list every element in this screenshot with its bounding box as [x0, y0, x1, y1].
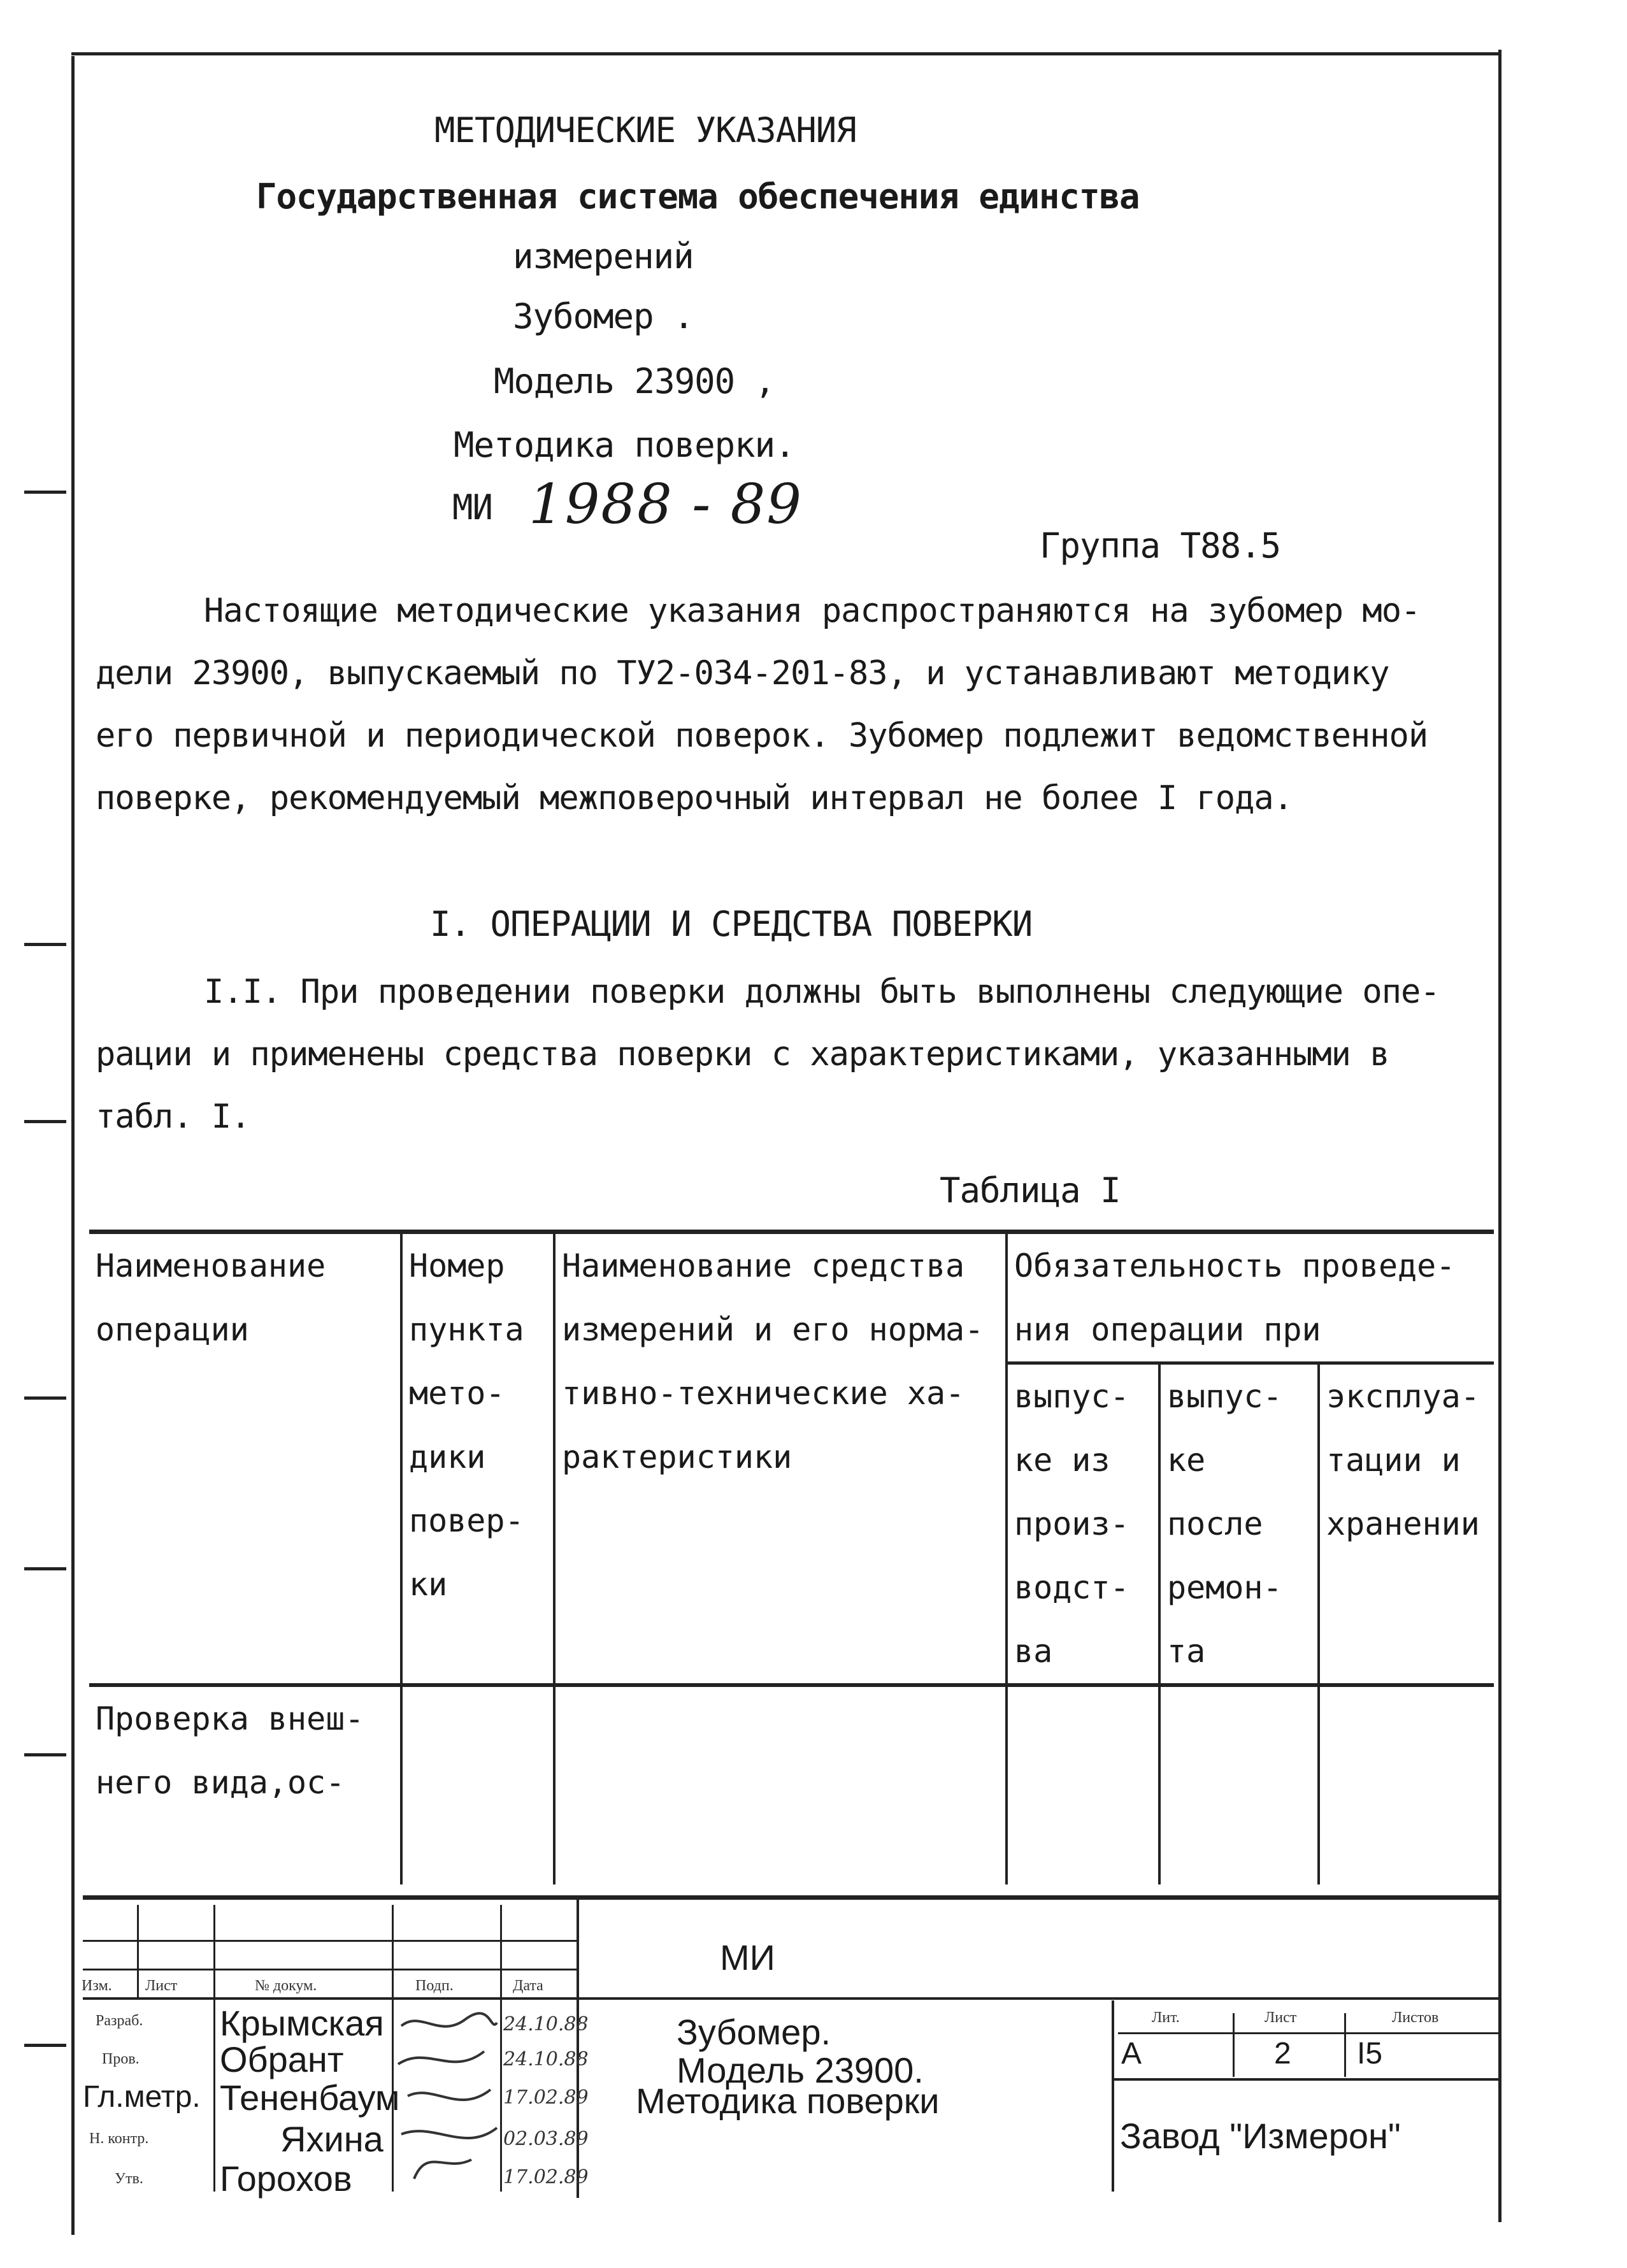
col-label-doc-number: № докум. [255, 1977, 317, 1994]
table-cell-operation: Проверка внеш- него вида,ос- [89, 1685, 401, 1884]
lit-label: Лит. [1152, 2009, 1180, 2026]
col-header-obligation: Обязательность проведе- ния операции при [1007, 1232, 1494, 1363]
organization-name: Завод "Измерон" [1120, 2116, 1401, 2156]
col-label-date: Дата [513, 1977, 543, 1994]
title-block-divider [1112, 2000, 1114, 2192]
date-checker: 24.10.88 [503, 2048, 589, 2071]
section-line: рации и применены средства поверки с характеристиками, указанными в [96, 1035, 1389, 1073]
grid-line [213, 1905, 215, 2192]
date-chief-metrologist: 17.02.89 [503, 2086, 589, 2109]
doc-title-line-3: Зубомер . [513, 296, 694, 336]
name-developer: Крымская [220, 2003, 384, 2043]
product-line-3: Методика поверки [636, 2081, 940, 2121]
table-cell-operation-mode [1319, 1685, 1494, 1884]
table-caption: Таблица I [940, 1170, 1121, 1210]
title-block-doc-code: МИ [720, 1937, 775, 1977]
name-checker: Обрант [220, 2039, 344, 2079]
role-chief-metrologist: Гл.метр. [83, 2080, 201, 2114]
role-developer: Разраб. [96, 2013, 143, 2029]
intro-line: его первичной и периодической поверок. Зубомер подлежит ведомственной [96, 717, 1428, 755]
grid-line [1344, 2013, 1346, 2077]
doc-title-line-4: Модель 23900 , [494, 361, 775, 401]
frame-left-border [71, 56, 75, 2235]
date-approver: 17.02.89 [503, 2166, 589, 2188]
sheet-label: Лист [1265, 2009, 1297, 2026]
sheets-label: Листов [1392, 2009, 1439, 2026]
grid-line [1118, 2032, 1499, 2034]
sheet-value: 2 [1274, 2037, 1291, 2071]
name-norm-control: Яхина [280, 2119, 383, 2159]
name-approver: Горохов [220, 2158, 352, 2199]
date-developer: 24.10.88 [503, 2013, 589, 2035]
table-cell-release [1007, 1685, 1159, 1884]
margin-tick [24, 943, 66, 946]
mi-number-handwritten: 1988 - 89 [529, 473, 803, 536]
group-code: Группа Т88.5 [1040, 526, 1281, 566]
title-block-mid-border [83, 1997, 1500, 2000]
margin-tick [24, 2044, 66, 2047]
margin-tick [24, 1396, 66, 1400]
grid-line [83, 1969, 577, 1970]
subcol-operation: эксплуа- тации и хранении [1319, 1363, 1494, 1686]
col-header-item: Номер пункта мето- дики повер- ки [401, 1232, 554, 1686]
role-checker: Пров. [102, 2051, 140, 2067]
date-norm-control: 02.03.89 [503, 2128, 589, 2150]
grid-line [137, 1905, 139, 1997]
table-cell-after-repair [1159, 1685, 1319, 1884]
grid-line [1233, 2013, 1235, 2077]
title-block-top-border [83, 1895, 1500, 1900]
col-label-signature: Подп. [415, 1977, 454, 1994]
role-approver: Утв. [115, 2171, 143, 2187]
doc-type-heading: МЕТОДИЧЕСКИЕ УКАЗАНИЯ [434, 110, 856, 150]
margin-tick [24, 491, 66, 494]
col-label-sheet: Лист [145, 1977, 178, 1994]
section-line: табл. I. [96, 1098, 250, 1136]
section-paragraph [96, 961, 1472, 1148]
table-operations [89, 1230, 1494, 1884]
intro-paragraph [96, 580, 1472, 829]
intro-line: Настоящие методические указания распространяются на зубомер мо- [204, 592, 1421, 630]
subcol-release: выпус- ке из произ- водст- ва [1007, 1363, 1159, 1686]
col-label-change: Изм. [82, 1977, 112, 1994]
product-line-1: Зубомер. [677, 2012, 831, 2052]
name-chief-metrologist: Тененбаум [220, 2078, 400, 2118]
table-cell-means [554, 1685, 1007, 1884]
lit-value: А [1121, 2037, 1142, 2071]
intro-line: поверке, рекомендуемый межповерочный интервал не более I года. [96, 779, 1293, 817]
frame-top-border [71, 52, 1502, 55]
mi-prefix: МИ [452, 487, 493, 528]
doc-title-line-1: Государственная система обеспечения единства [256, 176, 1140, 217]
col-header-operation: Наименование операции [89, 1232, 401, 1686]
doc-title-line-2: измерений [513, 236, 694, 276]
margin-tick [24, 1567, 66, 1570]
margin-tick [24, 1120, 66, 1123]
col-header-means: Наименование средства измерений и его норма- тивно-технические ха- рактеристики [554, 1232, 1007, 1686]
section-line: I.I. При проведении поверки должны быть выполнены следующие опе- [204, 973, 1440, 1011]
margin-tick [24, 1753, 66, 1756]
subcol-after-repair: выпус- ке после ремон- та [1159, 1363, 1319, 1686]
sheets-value: I5 [1357, 2037, 1383, 2071]
doc-title-line-5: Методика поверки. [454, 425, 795, 465]
grid-line [392, 1905, 394, 2192]
signatures-scribble [395, 2007, 503, 2192]
section-heading: I. ОПЕРАЦИИ И СРЕДСТВА ПОВЕРКИ [430, 904, 1033, 944]
role-norm-control: Н. контр. [89, 2130, 149, 2147]
table-cell-item [401, 1685, 554, 1884]
product-line-2: Модель 23900. [677, 2050, 924, 2090]
grid-line [83, 1940, 577, 1942]
title-block-divider [1112, 2078, 1499, 2081]
intro-line: дели 23900, выпускаемый по ТУ2-034-201-83, и устанавливают методику [96, 654, 1389, 693]
